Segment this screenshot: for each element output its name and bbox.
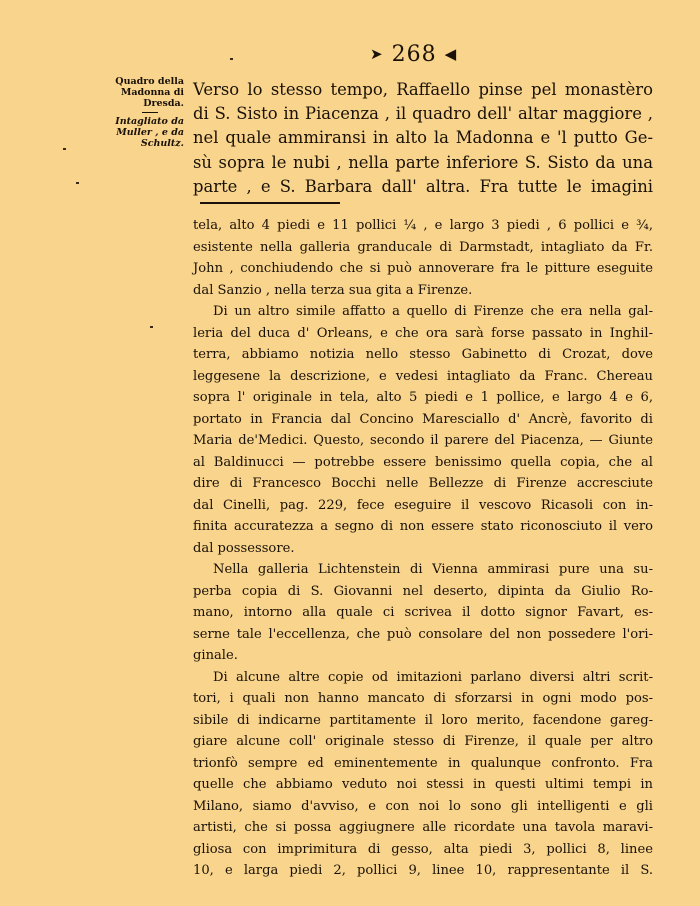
margin-note-line: Madonna di — [120, 87, 184, 98]
footnote-line: perba copia di S. Giovanni nel deserto, dipinta da Giulio Ro- — [193, 583, 653, 599]
footnote-line: tela, alto 4 piedi e 11 pollici ¼ , e largo 3 piedi , 6 pollici e ¾, — [193, 218, 653, 233]
page-header — [370, 42, 457, 67]
footnote-line: portato in Francia dal Concino Maresciallo d' Ancrè, favorito di — [193, 411, 653, 427]
footnote-line: dal Sanzio , nella terza sua gita a Firenze. — [193, 282, 473, 298]
margin-notes — [100, 76, 184, 149]
margin-note-line: Quadro della — [115, 76, 184, 87]
print-speck — [76, 182, 79, 184]
footnote-line: artisti, che si possa aggiugnere alle ricordate una tavola maravi- — [193, 820, 653, 835]
margin-note-engravers — [100, 116, 184, 149]
main-text-line: sù sopra le nubi , nella parte inferiore S. Sisto da una — [193, 152, 653, 172]
margin-note-line: Muller , e da — [116, 127, 184, 138]
print-speck — [150, 326, 153, 328]
footnote-line: Di alcune altre copie od imitazioni parlano diversi altri scrit- — [213, 669, 653, 685]
footnote-line: serne tale l'eccellenza, che può consolare del non possedere l'ori- — [193, 626, 653, 642]
footnote-text — [193, 215, 653, 882]
footnote-line: sopra l' originale in tela, alto 5 piedi e 1 pollice, e largo 4 e 6, — [193, 390, 653, 405]
footnote-line: al Baldinucci — potrebbe essere benissimo quella copia, che al — [193, 454, 653, 470]
footnote-line: ginale. — [193, 648, 238, 663]
footnote-line: John , conchiudendo che si può annoverare fra le pitture eseguite — [193, 261, 653, 276]
footnote-line: mano, intorno alla quale ci scrivea il dotto signor Favart, es- — [193, 605, 653, 620]
footnote-line: 10, e larga piedi 2, pollici 9, linee 10, rappresentante il S. — [193, 863, 653, 878]
footnote-line: sibile di indicarne partitamente il loro merito, facendone gareg- — [193, 712, 653, 728]
ornament-left-icon: ➤ — [370, 45, 384, 63]
main-text-line: parte , e S. Barbara dall' altra. Fra tutte le imagini — [193, 176, 653, 196]
footnote-line: tori, i quali non hanno mancato di sforzarsi in ogni modo pos- — [193, 691, 653, 706]
margin-note-line: Dresda. — [143, 98, 184, 109]
page-number: 268 — [391, 42, 437, 67]
footnote-line: leria del duca d' Orleans, e che ora sarà forse passato in Inghil- — [193, 325, 653, 341]
footnote-line: esistente nella galleria granducale di Darmstadt, intagliato da Fr. — [193, 239, 653, 255]
footnote-divider — [200, 202, 340, 204]
main-text-line: di S. Sisto in Piacenza , il quadro dell' altar maggiore , — [193, 104, 653, 124]
footnote-line: terra, abbiamo notizia nello stesso Gabinetto di Crozat, dove — [193, 347, 653, 362]
footnote-line: quelle che abbiamo veduto noi stessi in questi ultimi tempi in — [193, 777, 653, 792]
footnote-line: giare alcune coll' originale stesso di Firenze, il quale per altro — [193, 734, 653, 749]
footnote-line: dal possessore. — [193, 540, 295, 556]
footnote-line: dal Cinelli, pag. 229, fece eseguire il vescovo Ricasoli con in- — [193, 497, 653, 513]
ornament-right-icon: ◀ — [444, 45, 458, 63]
main-text — [193, 78, 653, 199]
print-speck — [230, 58, 233, 60]
print-speck — [63, 148, 66, 150]
margin-note-line: Intagliato da — [115, 116, 184, 127]
footnote-line: Milano, siamo d'avviso, e con noi lo sono gli intelligenti e gli — [193, 798, 653, 814]
main-text-line: nel quale ammiransi in alto la Madonna e 'l putto Ge- — [193, 128, 653, 148]
footnote-line: Di un altro simile affatto a quello di Firenze che era nella gal- — [213, 304, 653, 319]
footnote-line: finita accuratezza a segno di non essere stato riconosciuto il vero — [193, 519, 653, 534]
footnote-line: gliosa con imprimitura di gesso, alta piedi 3, pollici 8, linee — [193, 841, 653, 857]
margin-note-divider — [142, 112, 158, 113]
main-text-line: Verso lo stesso tempo, Raffaello pinse pel monastèro — [193, 80, 653, 99]
footnote-line: trionfò sempre ed eminentemente in qualunque confronto. Fra — [193, 755, 653, 771]
footnote-line: Maria de'Medici. Questo, secondo il parere del Piacenza, — Giunte — [193, 433, 653, 448]
margin-note-subject — [100, 76, 184, 109]
footnote-line: Nella galleria Lichtenstein di Vienna ammirasi pure una su- — [213, 562, 653, 577]
footnote-line: leggesene la descrizione, e vedesi intagliato da Franc. Chereau — [193, 368, 653, 384]
margin-note-line: Schultz. — [140, 138, 184, 149]
footnote-line: dire di Francesco Bocchi nelle Bellezze di Firenze accresciute — [193, 476, 653, 491]
